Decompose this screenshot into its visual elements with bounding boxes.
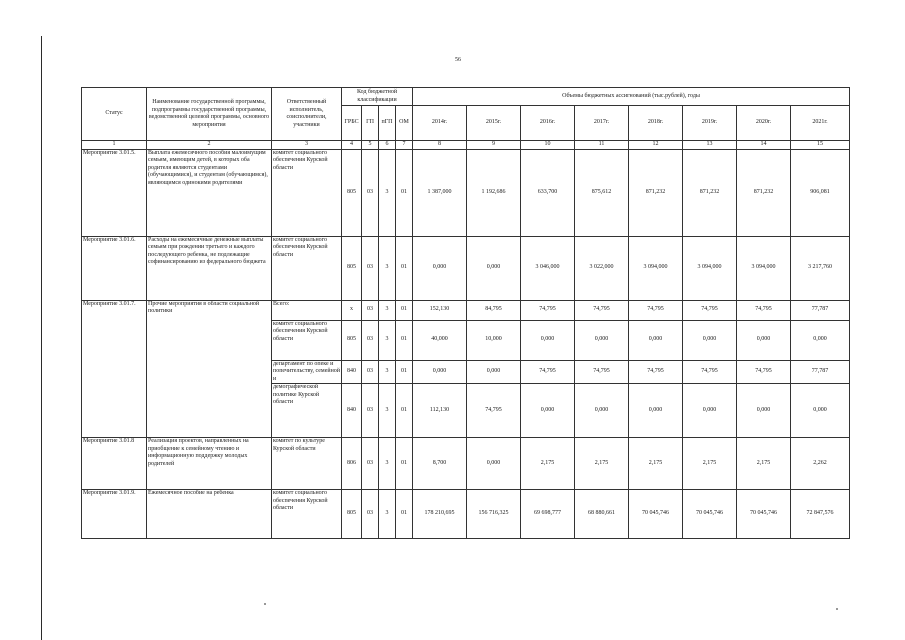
code-gp: 03 xyxy=(362,384,379,438)
value-2015: 0,000 xyxy=(467,360,521,384)
code-grbs: 806 xyxy=(342,438,362,490)
header-year-2020: 2020г. xyxy=(737,106,791,141)
value-2018: 3 094,000 xyxy=(629,236,683,300)
value-2019: 2,175 xyxy=(683,438,737,490)
code-grbs: x xyxy=(342,300,362,320)
measure-name: Реализация проектов, направленных на приобщение к семейному чтению и информационную поддержку молодых родителей xyxy=(147,438,272,490)
code-om: 01 xyxy=(396,438,413,490)
value-2021: 77,787 xyxy=(791,360,850,384)
column-number: 11 xyxy=(575,141,629,150)
header-year-2014: 2014г. xyxy=(413,106,467,141)
value-2014: 152,130 xyxy=(413,300,467,320)
column-number: 4 xyxy=(342,141,362,150)
budget-table xyxy=(81,87,850,539)
value-2020: 74,795 xyxy=(737,360,791,384)
value-2019: 70 045,746 xyxy=(683,490,737,539)
column-number: 3 xyxy=(272,141,342,150)
column-number: 8 xyxy=(413,141,467,150)
value-2019: 0,000 xyxy=(683,384,737,438)
value-2014: 112,130 xyxy=(413,384,467,438)
code-pgp: 3 xyxy=(379,320,396,360)
code-om: 01 xyxy=(396,236,413,300)
header-name: Наименование государственной программы, подпрограммы государственной программы, ведомственной целевой программы, основного мероприятия xyxy=(147,88,272,141)
measure-status: Мероприятие 3.01.6. xyxy=(82,236,147,300)
code-pgp: 3 xyxy=(379,438,396,490)
value-2015: 156 716,325 xyxy=(467,490,521,539)
column-number: 15 xyxy=(791,141,850,150)
header-code-pgp: пГП xyxy=(379,106,396,141)
column-number: 1 xyxy=(82,141,147,150)
column-number: 5 xyxy=(362,141,379,150)
value-2015: 84,795 xyxy=(467,300,521,320)
code-om: 01 xyxy=(396,384,413,438)
value-2018: 2,175 xyxy=(629,438,683,490)
header-year-2016: 2016г. xyxy=(521,106,575,141)
value-2017: 0,000 xyxy=(575,384,629,438)
value-2018: 74,795 xyxy=(629,360,683,384)
measure-name: Расходы на ежемесячные денежные выплаты семьям при рождении третьего и каждого последующего ребенка, не подлежащие софинансированию из федерального бюджета xyxy=(147,236,272,300)
code-grbs: 840 xyxy=(342,384,362,438)
value-2014: 0,000 xyxy=(413,236,467,300)
column-number-row xyxy=(82,141,850,150)
code-pgp: 3 xyxy=(379,384,396,438)
code-grbs: 805 xyxy=(342,320,362,360)
header-executor: Ответственный исполнитель, соисполнители, участники xyxy=(272,88,342,141)
measure-status: Мероприятие 3.01.5. xyxy=(82,149,147,236)
header-status: Статус xyxy=(82,88,147,141)
header-code-om: ОМ xyxy=(396,106,413,141)
value-2016: 69 698,777 xyxy=(521,490,575,539)
header-code-gp: ГП xyxy=(362,106,379,141)
column-number: 13 xyxy=(683,141,737,150)
column-number: 10 xyxy=(521,141,575,150)
measure-row-3-01-7-total xyxy=(82,300,850,320)
header-year-2021: 2021г. xyxy=(791,106,850,141)
column-number: 7 xyxy=(396,141,413,150)
code-pgp: 3 xyxy=(379,149,396,236)
measure-status: Мероприятие 3.01.9. xyxy=(82,490,147,539)
header-year-2018: 2018г. xyxy=(629,106,683,141)
code-om: 01 xyxy=(396,149,413,236)
value-2019: 74,795 xyxy=(683,360,737,384)
measure-name: Ежемесячное пособие на ребенка xyxy=(147,490,272,539)
measure-executor: Всего: xyxy=(272,300,342,320)
value-2015: 74,795 xyxy=(467,384,521,438)
scan-speck xyxy=(264,603,266,605)
value-2014: 0,000 xyxy=(413,360,467,384)
value-2015: 0,000 xyxy=(467,236,521,300)
column-number: 14 xyxy=(737,141,791,150)
column-number: 9 xyxy=(467,141,521,150)
measure-executor: комитет социального обеспечения Курской области xyxy=(272,320,342,360)
value-2019: 0,000 xyxy=(683,320,737,360)
value-2016: 74,795 xyxy=(521,360,575,384)
measure-row-3-01-9 xyxy=(82,490,850,539)
measure-row-3-01-5 xyxy=(82,149,850,236)
code-grbs: 805 xyxy=(342,149,362,236)
value-2021: 77,787 xyxy=(791,300,850,320)
measure-status: Мероприятие 3.01.7. xyxy=(82,300,147,438)
value-2014: 8,700 xyxy=(413,438,467,490)
value-2019: 3 094,000 xyxy=(683,236,737,300)
code-gp: 03 xyxy=(362,438,379,490)
code-gp: 03 xyxy=(362,236,379,300)
measure-name: Выплата ежемесячного пособия малоимущим семьям, имеющим детей, в которых оба родителя являются студентами (обучающимися), и студентам (обучающимся), являющимся одинокими родителями xyxy=(147,149,272,236)
value-2014: 1 387,000 xyxy=(413,149,467,236)
value-2018: 0,000 xyxy=(629,320,683,360)
value-2019: 74,795 xyxy=(683,300,737,320)
value-2021: 906,081 xyxy=(791,149,850,236)
value-2016: 3 046,000 xyxy=(521,236,575,300)
measure-executor: демографической политике Курской области xyxy=(272,384,342,438)
code-om: 01 xyxy=(396,300,413,320)
value-2016: 633,700 xyxy=(521,149,575,236)
value-2020: 0,000 xyxy=(737,384,791,438)
value-2018: 70 045,746 xyxy=(629,490,683,539)
value-2020: 871,232 xyxy=(737,149,791,236)
measure-executor: комитет социального обеспечения Курской области xyxy=(272,149,342,236)
measure-executor: комитет по культуре Курской области xyxy=(272,438,342,490)
value-2017: 74,795 xyxy=(575,300,629,320)
value-2021: 72 847,576 xyxy=(791,490,850,539)
code-gp: 03 xyxy=(362,490,379,539)
value-2016: 0,000 xyxy=(521,384,575,438)
value-2017: 74,795 xyxy=(575,360,629,384)
value-2020: 3 094,000 xyxy=(737,236,791,300)
code-gp: 03 xyxy=(362,300,379,320)
value-2018: 74,795 xyxy=(629,300,683,320)
code-gp: 03 xyxy=(362,360,379,384)
value-2016: 2,175 xyxy=(521,438,575,490)
measure-name: Прочие мероприятия в области социальной политики xyxy=(147,300,272,438)
code-om: 01 xyxy=(396,360,413,384)
value-2017: 2,175 xyxy=(575,438,629,490)
value-2020: 70 045,746 xyxy=(737,490,791,539)
value-2016: 74,795 xyxy=(521,300,575,320)
binding-edge-line xyxy=(41,36,42,640)
header-code-grbs: ГРБС xyxy=(342,106,362,141)
measure-executor: комитет социального обеспечения Курской области xyxy=(272,490,342,539)
code-grbs: 840 xyxy=(342,360,362,384)
measure-status: Мероприятие 3.01.8 xyxy=(82,438,147,490)
value-2017: 68 880,661 xyxy=(575,490,629,539)
value-2021: 0,000 xyxy=(791,384,850,438)
code-om: 01 xyxy=(396,320,413,360)
scan-speck xyxy=(836,608,838,610)
value-2016: 0,000 xyxy=(521,320,575,360)
measure-row-3-01-8 xyxy=(82,438,850,490)
value-2020: 0,000 xyxy=(737,320,791,360)
header-year-2015: 2015г. xyxy=(467,106,521,141)
code-gp: 03 xyxy=(362,320,379,360)
code-om: 01 xyxy=(396,490,413,539)
header-code-group: Код бюджетной классификации xyxy=(342,88,413,106)
code-grbs: 805 xyxy=(342,236,362,300)
code-grbs: 805 xyxy=(342,490,362,539)
value-2015: 10,000 xyxy=(467,320,521,360)
value-2019: 871,232 xyxy=(683,149,737,236)
code-pgp: 3 xyxy=(379,300,396,320)
column-number: 12 xyxy=(629,141,683,150)
column-number: 2 xyxy=(147,141,272,150)
code-pgp: 3 xyxy=(379,236,396,300)
header-year-2017: 2017г. xyxy=(575,106,629,141)
value-2021: 3 217,760 xyxy=(791,236,850,300)
measure-executor: департамент по опеке и попечительству, семейной и xyxy=(273,360,340,382)
value-2018: 871,232 xyxy=(629,149,683,236)
value-2017: 0,000 xyxy=(575,320,629,360)
value-2021: 2,262 xyxy=(791,438,850,490)
measure-executor: комитет социального обеспечения Курской области xyxy=(272,236,342,300)
value-2021: 0,000 xyxy=(791,320,850,360)
code-pgp: 3 xyxy=(379,360,396,384)
value-2015: 1 192,686 xyxy=(467,149,521,236)
value-2014: 178 210,695 xyxy=(413,490,467,539)
header-year-2019: 2019г. xyxy=(683,106,737,141)
code-pgp: 3 xyxy=(379,490,396,539)
code-gp: 03 xyxy=(362,149,379,236)
value-2015: 0,000 xyxy=(467,438,521,490)
value-2014: 40,000 xyxy=(413,320,467,360)
value-2017: 875,612 xyxy=(575,149,629,236)
page-number: 56 xyxy=(455,57,461,63)
value-2020: 2,175 xyxy=(737,438,791,490)
value-2018: 0,000 xyxy=(629,384,683,438)
header-volume-group: Объемы бюджетных ассигнований (тыс.рублей), годы xyxy=(413,88,850,106)
column-number: 6 xyxy=(379,141,396,150)
value-2020: 74,795 xyxy=(737,300,791,320)
value-2017: 3 022,000 xyxy=(575,236,629,300)
measure-row-3-01-6 xyxy=(82,236,850,300)
